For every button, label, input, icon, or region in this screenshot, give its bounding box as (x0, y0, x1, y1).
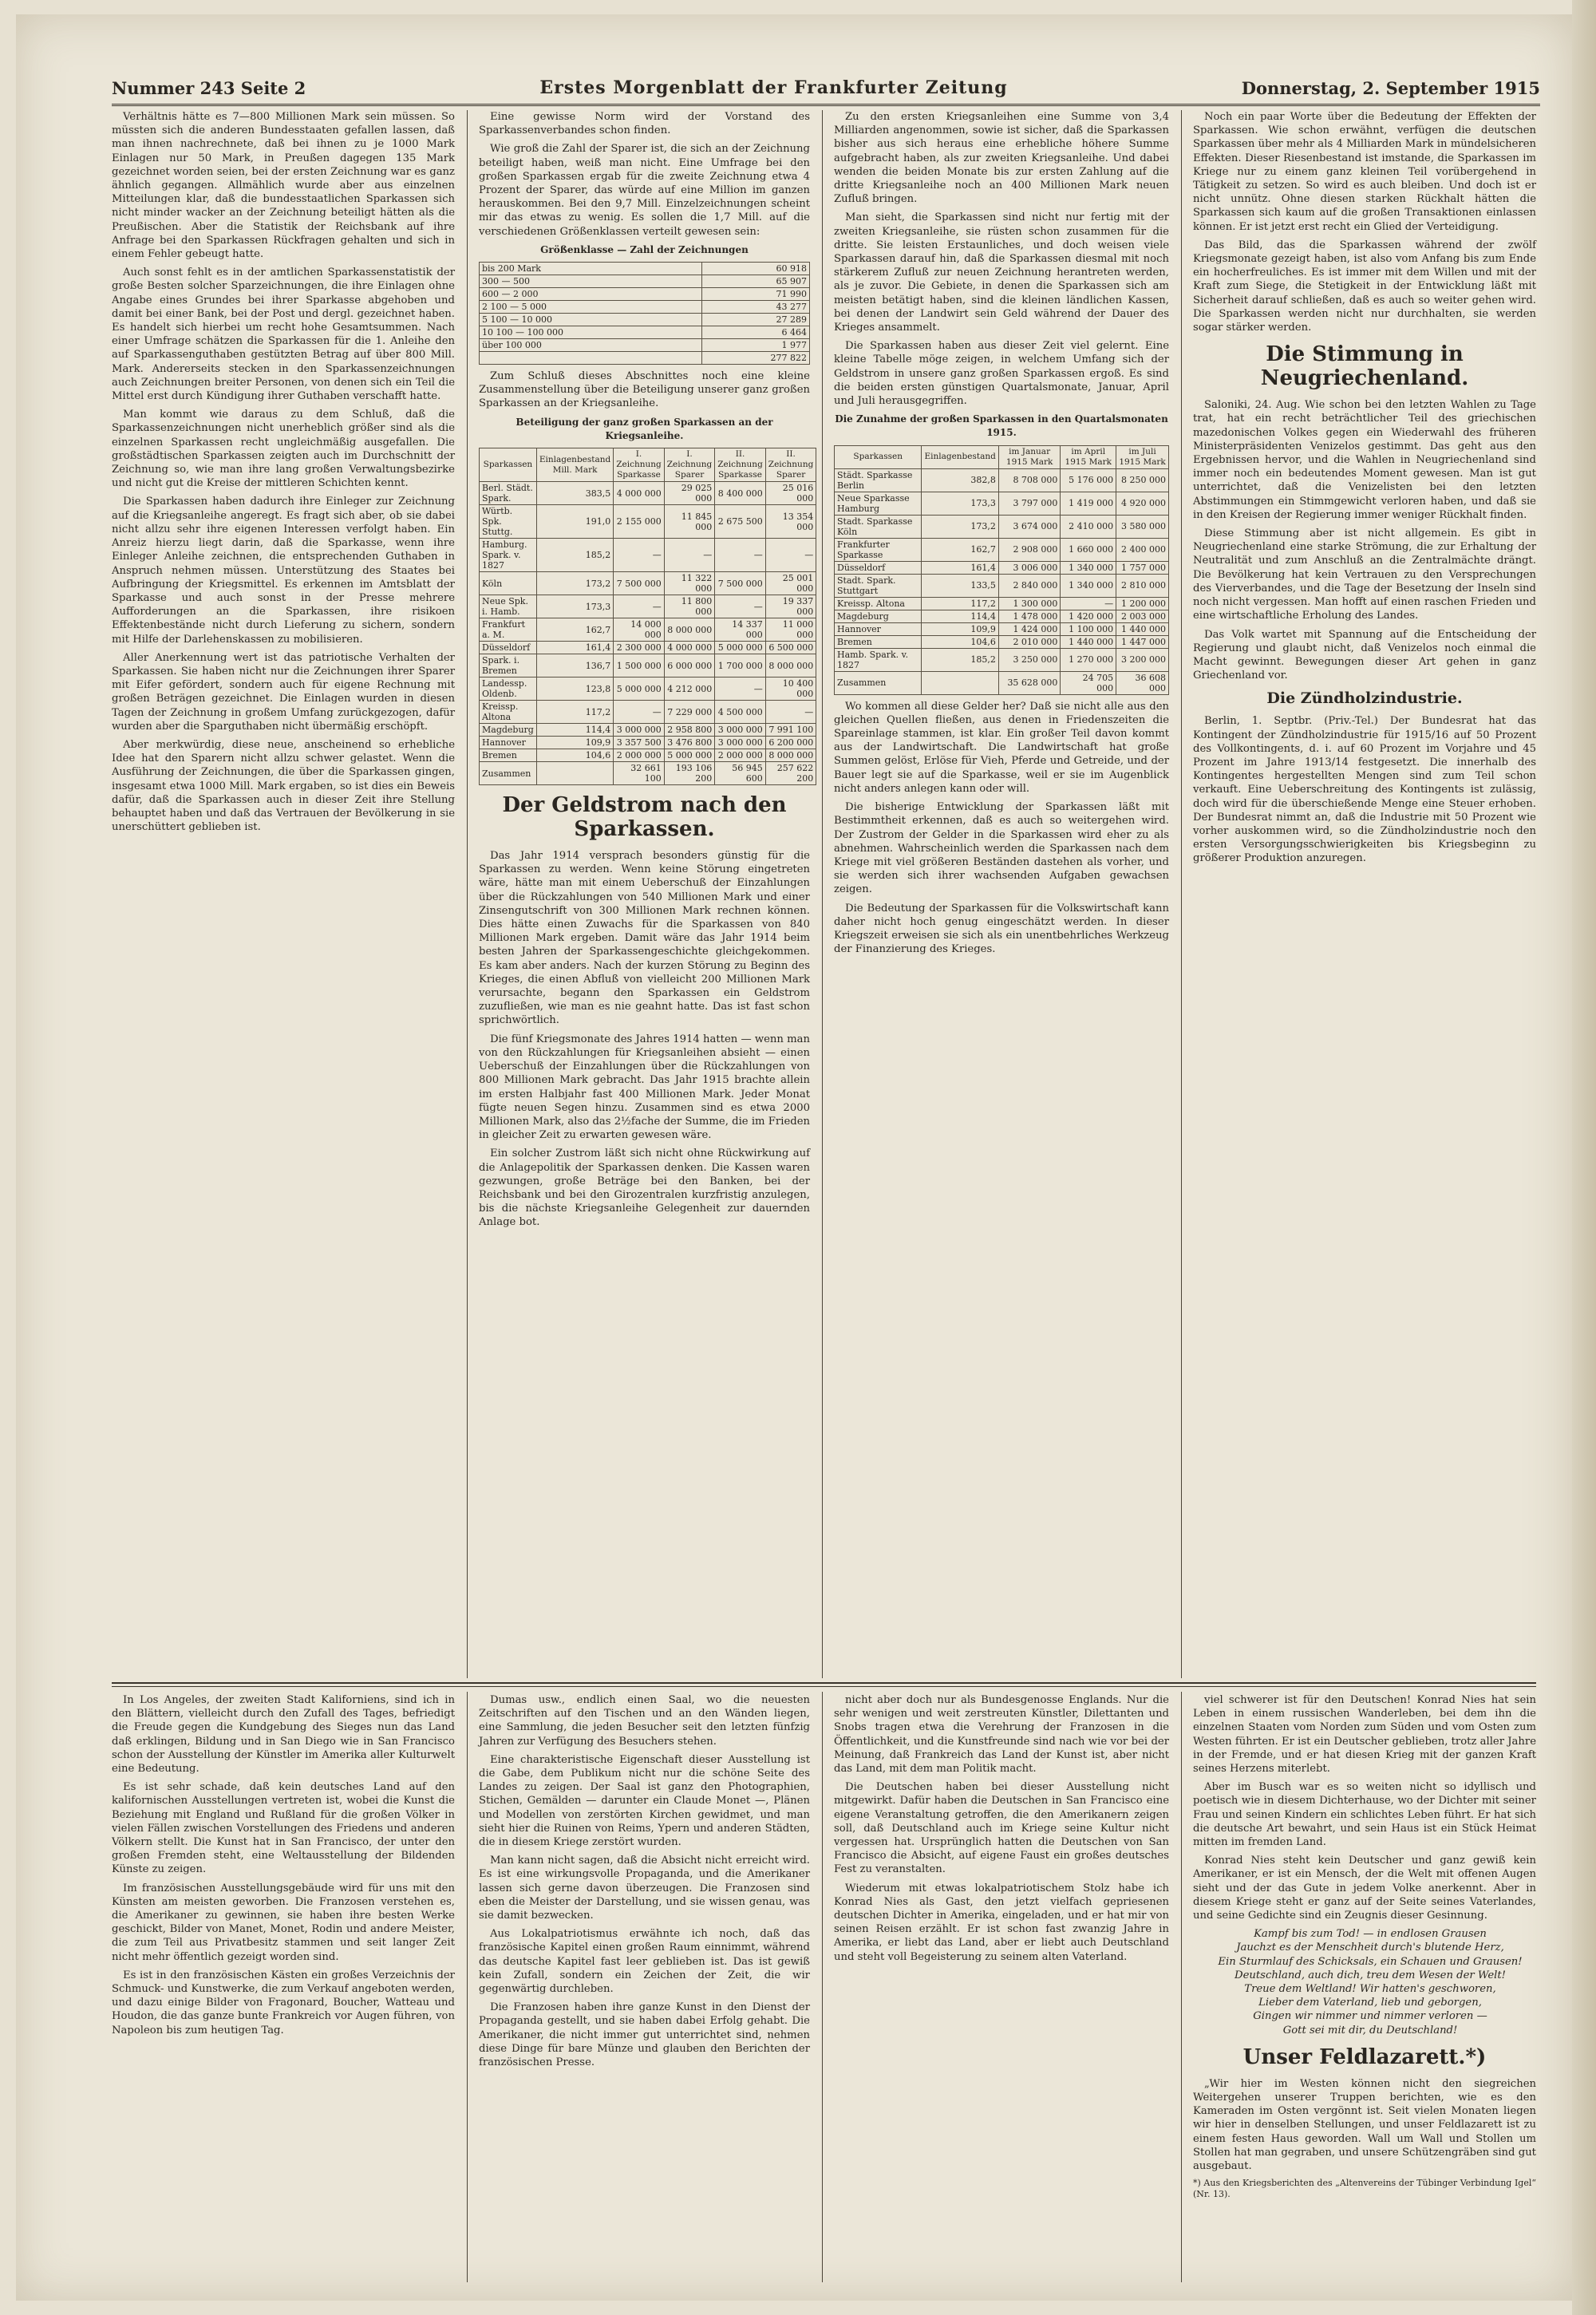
table-cell: 3 000 000 (614, 724, 665, 737)
table-row (835, 515, 1169, 538)
table-cell: 104,6 (922, 635, 998, 648)
poem-line: Gott sei mit dir, du Deutschland! (1282, 2024, 1458, 2036)
table-header-cell: I. Zeichnung Sparkasse (614, 448, 665, 482)
table-cell: 2 958 800 (664, 724, 715, 737)
table-cell: 117,2 (536, 701, 613, 724)
paragraph: Die fünf Kriegsmonate des Jahres 1914 hatten — wenn man von den Rückzahlungen für Kriegsanleihen absieht — einen Ueberschuß der Einzahlungen über die Rückzahlungen von 800 Millionen Mark gebracht. Das Jahr 1915 brachte allein im ersten Halbjahr fast 400 Millionen Mark. Jeder Monat fügte neuen Segen hinzu. Zusammen sind es etwa 2000 Millionen Mark, also das 2½fache der Summe, die im Frieden in gleicher Zeit zu erwarten gewesen wäre. (479, 1033, 810, 1142)
paragraph: Berlin, 1. Septbr. (Priv.-Tel.) Der Bundesrat hat das Kontingent der Zündholzindustrie für 1915/16 auf 50 Prozent des Vollkontingents, d. i. auf 60 Prozent im Vorjahre und 45 Prozent im Jahre 1913/14 festgesetzt. Die innerhalb des Kontingentes hergestellten Mengen sind zum Teil schon verkauft. Eine Ueberschreitung des Kontingents ist zulässig, doch wird für die überschießende Menge eine Steuer erhoben. Der Bundesrat nimmt an, daß die Industrie mit 50 Prozent wie vorher auskommen wird, so die Zündholzindustrie noch den ersten Versorgungsschwierigkeiten bis Kriegsbeginn zu größerer Produktion anzuregen. (1193, 715, 1536, 865)
paragraph: Verhältnis hätte es 7—800 Millionen Mark sein müssen. So müssten sich die anderen Bundesstaaten gefallen lassen, daß man ihnen nachrechnete, daß bei ihnen zu je 1000 Mark Einlagen nur 50 Mark, in Preußen dagegen 135 Mark gezeichnet worden seien, bei der ersten Zeichnung war es ganz ähnlich gegangen. Allmählich wurde aber aus einzelnen Mitteilungen klar, daß die bundesstaatlichen Sparkassen sich nicht minder wacker an der Zeichnung beteiligt hätten als die Preußischen. Aber die Statistik der Reichsbank auf ihre Anfrage bei den Sparkassen Rückfragen gehalten und sich in einem Fehler gebeugt hatte. (112, 111, 455, 261)
table-cell: 6 000 000 (664, 654, 715, 678)
table-row (480, 595, 816, 618)
table-cell: 4 500 000 (715, 701, 766, 724)
table-header-cell: II. Zeichnung Sparkasse (715, 448, 766, 482)
table-cell: 7 500 000 (614, 572, 665, 595)
quarterly-growth-table (834, 445, 1169, 695)
paragraph: Eine charakteristische Eigenschaft dieser Ausstellung ist die Gabe, dem Publikum nicht nur die schöne Seite des Landes zu zeigen. Der Saal ist ganz den Photographien, Stichen, Gemälden — darunter ein Claude Monet —, Plänen und Modellen von zerstörten Kirchen gewidmet, und man sieht hier die Ruinen von Reims, Ypern und anderen Städten, die in diesem Kriege zerstört wurden. (479, 1753, 810, 1849)
footnote: *) Aus den Kriegsberichten des „Altenvereins der Tübinger Verbindung Igel“ (Nr. 13). (1193, 2178, 1536, 2200)
table-cell: 11 800 000 (664, 595, 715, 618)
table-cell: Spark. i. Bremen (480, 654, 537, 678)
feuilleton-column-4 (1193, 1693, 1536, 2284)
table-row (835, 538, 1169, 561)
table-cell: 1 270 000 (1061, 648, 1116, 671)
paragraph: Wie groß die Zahl der Sparer ist, die sich an der Zeichnung beteiligt haben, weiß man nicht. Eine Umfrage bei den großen Sparkassen ergab für die zweite Zeichnung etwa 4 Prozent der Sparer, das würde auf eine Million im ganzen herauskommen. Bei den 9,7 Mill. Einzelzeichnungen scheint mir das etwas zu wenig. Es sollen die 1,7 Mill. auf die verschiedenen Größenklassen verteilt gewesen sein: (479, 143, 810, 238)
table-cell: 60 918 (702, 263, 810, 275)
column-rule (822, 1692, 823, 2282)
table-cell: 6 200 000 (765, 737, 816, 749)
paragraph: Konrad Nies steht kein Deutscher und ganz gewiß kein Amerikaner, er ist ein Mensch, der die Welt mit offenen Augen sieht und der das Gute in jedem Volke anerkennt. Aber in diesem Kriege steht er ganz auf der Seite seines Vaterlandes, und seine Gedichte sind ein Zeugnis dieser Gesinnung. (1193, 1855, 1536, 1922)
savings-banks-table (479, 448, 816, 785)
table-cell: 8 000 000 (765, 749, 816, 762)
table-row (835, 561, 1169, 574)
table-cell: 123,8 (536, 678, 613, 701)
feuilleton-column-1 (112, 1693, 455, 2284)
table-cell: 2 300 000 (614, 642, 665, 654)
table-cell: 7 229 000 (664, 701, 715, 724)
table-cell: 1 424 000 (998, 622, 1061, 635)
table-cell: 1 700 000 (715, 654, 766, 678)
table-cell: 32 661 100 (614, 762, 665, 785)
table-cell: 7 991 100 (765, 724, 816, 737)
table-cell: 8 000 000 (664, 618, 715, 642)
table-cell: 382,8 (922, 468, 998, 492)
table-cell: — (614, 539, 665, 572)
table-cell: Berl. Städt. Spark. (480, 482, 537, 505)
table-cell: 173,3 (922, 492, 998, 515)
table-cell: Kreissp. Altona (835, 597, 922, 610)
table-row (835, 468, 1169, 492)
table-header-cell: Sparkassen (835, 445, 922, 468)
paragraph: In Los Angeles, der zweiten Stadt Kaliforniens, sind ich in den Blättern, vielleicht durch den Zufall des Tages, befriedigt die Freude gegen die Kundgebung des Sieges nun das Land daß erklingen, Bildung und in San Diego wie in San Francisco schon der Ausstellung der Künstler im Amerika aller Kulturwelt eine Bedeutung. (112, 1694, 455, 1776)
paragraph: viel schwerer ist für den Deutschen! Konrad Nies hat sein Leben in einem russischen Wanderleben, bei dem ihn die einzelnen Staaten vom Norden zum Süden und vom Osten zum Westen führten. Er ist ein Deutscher geblieben, trotz aller Jahre in der Fremde, und er hat diesen Krieg mit der ganzen Kraft seines Herzens miterlebt. (1193, 1694, 1536, 1776)
table-cell: 161,4 (922, 561, 998, 574)
table-cell: 4 000 000 (664, 642, 715, 654)
table-cell: Hamburg. Spark. v. 1827 (480, 539, 537, 572)
feuilleton-column-3 (834, 1693, 1169, 2284)
poem-line: Gingen wir nimmer und nimmer verloren — (1253, 2010, 1487, 2023)
table-cell: 185,2 (536, 539, 613, 572)
table-cell: — (765, 701, 816, 724)
paragraph: Wo kommen all diese Gelder her? Daß sie nicht alle aus den gleichen Quellen fließen, aus denen in Friedenszeiten die Spareinlage stammen, ist klar. Ein großer Teil davon kommt aus der Landwirtschaft. Die Landwirtschaft hat große Summen gelöst, Erlöse für Vieh, Pferde und Getreide, und der Bauer legt sie auf die Sparkasse, weil er sie im Augenblick nicht anders anlegen kann oder will. (834, 700, 1169, 795)
table-cell: 191,0 (536, 505, 613, 539)
table-cell: — (614, 595, 665, 618)
table-cell: 35 628 000 (998, 671, 1061, 694)
column-rule (467, 110, 468, 1678)
table-cell: Düsseldorf (480, 642, 537, 654)
paragraph: Es ist sehr schade, daß kein deutsches Land auf den kalifornischen Ausstellungen vertreten ist, wobei die Kunst die Beziehung mit England und Rußland für die großen Völker in vielen Fällen zwischen Vorstellungen des Friedens und anderen Völkern stellt. Die Kunst hat in San Francisco, der unter den großen Fremden steht, eine Weltausstellung der Bildenden Künste zu zeigen. (112, 1781, 455, 1876)
table-row (480, 301, 810, 314)
table-cell: 1 440 000 (1116, 622, 1169, 635)
feuilleton-column-2 (479, 1693, 810, 2284)
table-cell: 29 025 000 (664, 482, 715, 505)
table-row (835, 648, 1169, 671)
table-cell (480, 352, 702, 365)
table-row (480, 618, 816, 642)
table-cell: 2 000 000 (614, 749, 665, 762)
table-cell: Frankfurt a. M. (480, 618, 537, 642)
table-cell (536, 762, 613, 785)
paragraph: Zum Schluß dieses Abschnittes noch eine kleine Zusammenstellung über die Beteiligung unserer ganz großen Sparkassen an der Kriegsanleihe. (479, 370, 810, 410)
poem-line: Kampf bis zum Tod! — in endlosen Grausen (1254, 1928, 1487, 1941)
table-cell: Hamb. Spark. v. 1827 (835, 648, 922, 671)
table-cell: 10 400 000 (765, 678, 816, 701)
paragraph: Dumas usw., endlich einen Saal, wo die neuesten Zeitschriften auf den Tischen und an den Wänden liegen, eine Sammlung, die jeden Besucher seit den letzten fünfzig Jahren zur Verfügung des Besuchers stehen. (479, 1694, 810, 1748)
table-row (480, 326, 810, 339)
feuilleton-rule (112, 1682, 1536, 1684)
table-cell: 1 500 000 (614, 654, 665, 678)
table-cell: 2 000 000 (715, 749, 766, 762)
table-cell: 114,4 (536, 724, 613, 737)
table-cell: 1 420 000 (1061, 610, 1116, 622)
table-cell: Bremen (835, 635, 922, 648)
table-row (480, 314, 810, 326)
article-column-3 (834, 110, 1169, 1674)
table-cell: — (1061, 597, 1116, 610)
table-cell: 2 908 000 (998, 538, 1061, 561)
table-cell: 2 810 000 (1116, 574, 1169, 597)
table-header-cell: im Januar 1915 Mark (998, 445, 1061, 468)
table-row (480, 505, 816, 539)
table-row (480, 642, 816, 654)
table-row (480, 339, 810, 352)
table-cell: 4 920 000 (1116, 492, 1169, 515)
paragraph: Die Deutschen haben bei dieser Ausstellung nicht mitgewirkt. Dafür haben die Deutschen in San Francisco eine eigene Veranstaltung getroffen, die den Amerikanern zeigen soll, daß Deutschland auch im Kriege seine Kultur nicht vergessen hat. Ursprünglich hatten die Deutschen von San Francisco die Absicht, auf eigene Faust ein großes deutsches Fest zu veranstalten. (834, 1781, 1169, 1876)
table-cell: 185,2 (922, 648, 998, 671)
table-cell: 3 250 000 (998, 648, 1061, 671)
column-rule (822, 110, 823, 1678)
section-headline: Die Zündholzindustrie. (1266, 689, 1463, 708)
table-cell: 19 337 000 (765, 595, 816, 618)
table-cell: 3 200 000 (1116, 648, 1169, 671)
table-cell: Städt. Sparkasse Berlin (835, 468, 922, 492)
paragraph: Eine gewisse Norm wird der Vorstand des Sparkassenverbandes schon finden. (479, 111, 810, 137)
section-headline: Der Geldstrom nach den Sparkassen. (502, 793, 787, 842)
paragraph: Das Bild, das die Sparkassen während der zwölf Kriegsmonate gezeigt haben, ist also vom Anfang bis zum Ende ein hocherfreuliches. Es ist immer mit dem Willen und mit der Kraft zum Siege, die Stetigkeit in der Entwicklung läßt mit Sicherheit darauf schließen, daß es auch so weiter gehen wird. Die Sparkassen werden nicht nur durchhalten, sie werden sogar stärker werden. (1193, 239, 1536, 334)
paragraph: Diese Stimmung aber ist nicht allgemein. Es gibt in Neugriechenland eine starke Strömung, die zur Erhaltung der Neutralität und zum Anschluß an die Zentralmächte drängt. Die Bevölkerung hat kein Vertrauen zu den Versprechungen des Vierverbandes, und die Tage der Besetzung der Inseln sind noch nicht vergessen. Man hofft auf einen raschen Frieden und eine wirtschaftliche Erholung des Landes. (1193, 527, 1536, 622)
table-title: Größenklasse — Zahl der Zeichnungen (540, 243, 749, 255)
table-cell: 5 000 000 (715, 642, 766, 654)
table-row (480, 749, 816, 762)
table-cell: 3 000 000 (715, 737, 766, 749)
paragraph: Die Franzosen haben ihre ganze Kunst in den Dienst der Propaganda gestellt, und sie haben dabei Erfolg gehabt. Die Amerikaner, die nicht immer gut unterrichtet sind, nehmen diese Dinge für bare Münze und glauben den Berichten der französischen Presse. (479, 2001, 810, 2069)
article-column-2 (479, 110, 814, 1674)
table-cell: 1 757 000 (1116, 561, 1169, 574)
table-header-cell: Einlagenbestand Mill. Mark (536, 448, 613, 482)
table-cell: Magdeburg (480, 724, 537, 737)
paragraph: Im französischen Ausstellungsgebäude wird für uns mit den Künsten am meisten geworben. Die Franzosen verstehen es, die Amerikaner zu gewinnen, sie haben ihre besten Werke geschickt, Bilder von Manet, Monet, Rodin und andere Meister, die zum Teil aus Privatbesitz stammen und seit langer Zeit nicht mehr öffentlich gezeigt worden sind. (112, 1882, 455, 1963)
table-title: Die Zunahme der großen Sparkassen in den Quartalsmonaten 1915. (835, 413, 1168, 439)
table-cell: Stadt. Spark. Stuttgart (835, 574, 922, 597)
table-cell: 104,6 (536, 749, 613, 762)
poem-line: Jauchzt es der Menschheit durch's blutende Herz, (1236, 1942, 1504, 1954)
table-cell: 14 337 000 (715, 618, 766, 642)
table-row (480, 288, 810, 301)
feuilleton-rule (112, 1686, 1536, 1687)
table-cell: 162,7 (536, 618, 613, 642)
table-cell: 5 176 000 (1061, 468, 1116, 492)
table-cell: 2 155 000 (614, 505, 665, 539)
table-cell: — (765, 539, 816, 572)
paragraph: Man kommt wie daraus zu dem Schluß, daß die Sparkassenzeichnungen nicht unerheblich größer sind als die einzelnen Sparkassen recht ungleichmäßig ausgefallen. Die großstädtischen Sparkassen zeigten auch im Durchschnitt der Zeichnung so, wie man ihre lang großen Verwaltungsbezirke und nicht gut die Kreise der mittleren Schichten kennt. (112, 409, 455, 490)
table-cell: 300 — 500 (480, 275, 702, 288)
table-cell: 114,4 (922, 610, 998, 622)
table-cell: 3 797 000 (998, 492, 1061, 515)
table-cell: Frankfurter Sparkasse (835, 538, 922, 561)
table-header-cell: Einlagenbestand (922, 445, 998, 468)
table-row (480, 678, 816, 701)
table-cell: 173,3 (536, 595, 613, 618)
paragraph: „Wir hier im Westen können nicht den siegreichen Weitergehen unserer Truppen berichten, wie es den Kameraden im Osten vergönnt ist. Seit vielen Monaten liegen wir hier in denselben Stellungen, und unser Feldlazarett ist zu einem festen Haus geworden. Wall um Wall und Stollen um Stollen hat man gegraben, und unsere Schützengräben sind gut ausgebaut. (1193, 2077, 1536, 2173)
table-cell: 25 001 000 (765, 572, 816, 595)
table-header-cell: im April 1915 Mark (1061, 445, 1116, 468)
table-cell: Würtb. Spk. Stuttg. (480, 505, 537, 539)
paragraph: Die bisherige Entwicklung der Sparkassen läßt mit Bestimmtheit erkennen, daß es auch so weitergehen wird. Der Zustrom der Gelder in die Sparkassen wird eher zu als abnehmen. Wahrscheinlich werden die Sparkassen nach dem Kriege mit viel größeren Beständen dastehen als vorher, und sie werden sich ihrer wachsenden Aufgaben gewachsen zeigen. (834, 801, 1169, 896)
table-cell: 2 010 000 (998, 635, 1061, 648)
table-cell: — (614, 701, 665, 724)
paragraph: Die Sparkassen haben aus dieser Zeit viel gelernt. Eine kleine Tabelle möge zeigen, in welchem Umfang sich der Geldstrom in unsere ganz großen Sparkassen ergoß. Es sind die beiden ersten günstigen Quartalsmonate, Januar, April und Juli herausgegriffen. (834, 340, 1169, 408)
table-row (835, 622, 1169, 635)
table-cell (922, 671, 998, 694)
table-cell: 7 500 000 (715, 572, 766, 595)
paragraph: Aller Anerkennung wert ist das patriotische Verhalten der Sparkassen. Sie haben nicht nur die Zeichnungen ihrer Sparer mit Eifer gefördert, sondern auch für eigene Rechnung mit großen Beträgen gezeichnet. Die Einlagen wurden in diesen Tagen der Zeichnung in großem Umfang zurückgezogen, dafür wurden aber die Sparguthaben nicht übermäßig erschöpft. (112, 651, 455, 733)
paragraph: Die Sparkassen haben dadurch ihre Einleger zur Zeichnung auf die Kriegsanleihe angeregt. Es fragt sich aber, ob sie dabei nicht allzu sehr ihre eigenen Interessen verfolgt haben. Ein Anreiz hierzu liegt darin, daß die Sparkasse, wenn ihre Einleger Anleihe zeichnen, die entsprechenden Guthaben in Anspruch nehmen müssen. Unterstützung des Staates bei Aufbringung der Kriegsmittel. Es erkennen im Amtsblatt der Sparkasse und auch sonst in der Presse mehrere Aufforderungen an die Sparkassen, ihre risikoen Effektenbestände nicht durch Lieferung zu sichern, sondern mit Hilfe der Darlehenskassen zu mobilisieren. (112, 496, 455, 646)
column-rule (467, 1692, 468, 2282)
table-cell: 161,4 (536, 642, 613, 654)
table-cell: 5 000 000 (664, 749, 715, 762)
paragraph: Saloniki, 24. Aug. Wie schon bei den letzten Wahlen zu Tage trat, hat ein recht beträchtlicher Teil des griechischen mazedonischen Volkes gegen ein Wiederwahl des früheren Ministerpräsidenten Venizelos gestimmt. Das geht aus den Ergebnissen hervor, und die Wahlen in Neugriechenland sind immer noch ein bedeutendes Moment gewesen. Man ist gut unterrichtet, daß die Venizelisten bei den letzten Abstimmungen ein Stimmgewicht verloren haben, und daß sie in den Kreisen der Regierung immer weniger Rückhalt finden. (1193, 399, 1536, 521)
table-row (480, 482, 816, 505)
paragraph: Zu den ersten Kriegsanleihen eine Summe von 3,4 Milliarden angenommen, sowie ist sicher, daß die Sparkassen bisher aus sich heraus eine erhebliche höhere Summe aufgebracht haben, als zur zweiten Kriegsanleihe. Und dabei wenden die beiden Monate bis zur ersten Zahlung auf die dritte Kriegsanleihe noch an 400 Millionen Mark neuen Zufluß bringen. (834, 111, 1169, 206)
table-row (835, 635, 1169, 648)
table-cell: 11 322 000 (664, 572, 715, 595)
table-cell: 2 410 000 (1061, 515, 1116, 538)
table-cell: 1 419 000 (1061, 492, 1116, 515)
table-cell: 8 250 000 (1116, 468, 1169, 492)
table-cell: 1 440 000 (1061, 635, 1116, 648)
table-cell: 1 300 000 (998, 597, 1061, 610)
table-cell: 133,5 (922, 574, 998, 597)
paragraph: Wiederum mit etwas lokalpatriotischem Stolz habe ich Konrad Nies als Gast, den jetzt vielfach gepriesenen deutschen Dichter in Amerika, eingeladen, und er hat mir von seinen Reisen erzählt. Er ist schon fast zwanzig Jahre in Amerika, er liebt das Land, aber er liebt auch Deutschland und steht voll Begeisterung zu seinem alten Vaterland. (834, 1882, 1169, 1963)
table-cell: 600 — 2 000 (480, 288, 702, 301)
table-header-cell: im Juli 1915 Mark (1116, 445, 1169, 468)
table-cell: 1 340 000 (1061, 574, 1116, 597)
table-total-row (480, 352, 810, 365)
table-cell: bis 200 Mark (480, 263, 702, 275)
table-row (480, 263, 810, 275)
table-cell: 193 106 200 (664, 762, 715, 785)
table-row (480, 701, 816, 724)
table-cell: 1 660 000 (1061, 538, 1116, 561)
table-title: Beteiligung der ganz großen Sparkassen an der Kriegsanleihe. (516, 416, 773, 441)
table-cell: Stadt. Sparkasse Köln (835, 515, 922, 538)
table-row (480, 724, 816, 737)
table-cell: 2 100 — 5 000 (480, 301, 702, 314)
table-cell: 5 000 000 (614, 678, 665, 701)
table-cell: 10 100 — 100 000 (480, 326, 702, 339)
poem (1193, 1927, 1536, 2037)
table-row (480, 275, 810, 288)
table-cell: 6 500 000 (765, 642, 816, 654)
article-column-1 (112, 110, 455, 1674)
poem-line: Ein Sturmlauf des Schicksals, ein Schauen und Grausen! (1218, 1955, 1523, 1968)
masthead: Erstes Morgenblatt der Frankfurter Zeitung (539, 77, 1008, 98)
table-cell: 277 822 (702, 352, 810, 365)
paragraph: nicht aber doch nur als Bundesgenosse Englands. Nur die sehr wenigen und weit zerstreuten Künstler, Dilettanten und Snobs tragen etwa die Verehrung der Franzosen in die Öffentlichkeit, und die Kunstfreunde sind nach wie vor bei der Meinung, daß Frankreich das Land der Kunst ist, aber nicht das Land, mit dem man Politik macht. (834, 1694, 1169, 1776)
table-row (835, 610, 1169, 622)
table-cell: 2 003 000 (1116, 610, 1169, 622)
table-cell: 162,7 (922, 538, 998, 561)
table-cell: 117,2 (922, 597, 998, 610)
poem-line: Lieber dem Vaterland, lieb und geborgen, (1258, 1997, 1482, 2009)
table-total-row (835, 671, 1169, 694)
table-cell: 2 840 000 (998, 574, 1061, 597)
table-cell: — (715, 595, 766, 618)
table-cell: 1 447 000 (1116, 635, 1169, 648)
table-cell: 11 000 000 (765, 618, 816, 642)
table-cell: 1 340 000 (1061, 561, 1116, 574)
table-cell: 8 708 000 (998, 468, 1061, 492)
table-cell: 5 100 — 10 000 (480, 314, 702, 326)
table-cell: über 100 000 (480, 339, 702, 352)
table-header-cell: Sparkassen (480, 448, 537, 482)
paragraph: Das Jahr 1914 versprach besonders günstig für die Sparkassen zu werden. Wenn keine Störung eingetreten wäre, hätte man mit einem Ueberschuß der Einzahlungen über die Rückzahlungen von 540 Millionen Mark und einer Zinsengutschrift von 300 Millionen Mark rechnen können. Dies hätte einen Zuwachs für die Sparkassen von 840 Millionen Mark ergeben. Damit wäre das Jahr 1914 beim besten Jahren der Sparkassengeschichte gleichgekommen. Es kam aber anders. Nach der kurzen Störung zu Beginn des Krieges, die einen Abfluß von vielleicht 200 Millionen Mark verursachte, begann den Sparkassen ein Geldstrom zuzufließen, wie man es nie geahnt hatte. Das ist fast schon sprichwörtlich. (479, 850, 810, 1027)
article-column-4 (1193, 110, 1536, 1674)
paragraph: Aber im Busch war es so weiten nicht so idyllisch und poetisch wie in diesem Dichterhause, wo der Dichter mit seiner Frau und seinen Kindern ein schlichtes Leben führt. Er hat sich die deutsche Art bewahrt, und sein Haus ist ein Stück Heimat mitten im fremden Land. (1193, 1781, 1536, 1849)
table-cell: Magdeburg (835, 610, 922, 622)
table-cell: Landessp. Oldenb. (480, 678, 537, 701)
table-cell: 3 580 000 (1116, 515, 1169, 538)
page-margin-strip (1572, 0, 1596, 2315)
table-cell: 25 016 000 (765, 482, 816, 505)
table-cell: 27 289 (702, 314, 810, 326)
table-header-row (835, 445, 1169, 468)
table-cell: Hannover (835, 622, 922, 635)
size-class-table (479, 262, 810, 365)
table-cell: 65 907 (702, 275, 810, 288)
table-cell: 1 478 000 (998, 610, 1061, 622)
column-rule (1181, 110, 1182, 1678)
table-cell: 257 622 200 (765, 762, 816, 785)
table-cell: Zusammen (480, 762, 537, 785)
table-row (480, 654, 816, 678)
poem-line: Deutschland, auch dich, treu dem Wesen der Welt! (1235, 1969, 1506, 1981)
table-cell: 2 675 500 (715, 505, 766, 539)
table-cell: 1 977 (702, 339, 810, 352)
table-cell: Düsseldorf (835, 561, 922, 574)
table-cell: 1 200 000 (1116, 597, 1169, 610)
section-headline: Die Stimmung in Neugriechenland. (1260, 342, 1469, 391)
paragraph: Das Volk wartet mit Spannung auf die Entscheidung der Regierung und glaubt nicht, daß Venizelos noch einmal die Macht gewinnt. Bewegungen dieser Art gehen in ganz Griechenland vor. (1193, 628, 1536, 682)
table-row (835, 492, 1169, 515)
paragraph: Man kann nicht sagen, daß die Absicht nicht erreicht wird. Es ist eine wirkungsvolle Propaganda, und die Amerikaner lassen sich gerne davon überzeugen. Die Franzosen sind eben die Meister der Darstellung, und sie wissen genau, was sie damit bezwecken. (479, 1855, 810, 1922)
table-cell: 3 000 000 (715, 724, 766, 737)
table-cell: 2 400 000 (1116, 538, 1169, 561)
table-cell: Neue Spk. i. Hamb. (480, 595, 537, 618)
table-cell: 6 464 (702, 326, 810, 339)
table-row (480, 737, 816, 749)
paragraph: Auch sonst fehlt es in der amtlichen Sparkassenstatistik der große Besten solcher Sparzeichnungen, die ihre Einlagen ohne Angabe eines Grundes bei ihrer Sparkasse abgehoben und damit bei einer Bank, bei der Post und dergl. gezeichnet haben. Es handelt sich hierbei um recht hohe Gesamtsummen. Nach einer Umfrage schätzen die Sparkassen für die 1. Anleihe den auf Sparkassenguthaben gestützten Betrag auf über 800 Mill. Mark. Andererseits stecken in den Sparkassenzeichnungen auch Zeichnungen breiter Personen, von denen sich ein Teil die Mittel erst durch Kündigung ihrer Guthaben verschafft hatte. (112, 267, 455, 403)
table-cell: 136,7 (536, 654, 613, 678)
issue-date: Donnerstag, 2. September 1915 (1241, 77, 1540, 98)
table-total-row (480, 762, 816, 785)
poem-line: Treue dem Weltland! Wir hatten's geschworen, (1244, 1983, 1496, 1996)
table-cell: 36 608 000 (1116, 671, 1169, 694)
table-header-cell: I. Zeichnung Sparer (664, 448, 715, 482)
table-cell: Hannover (480, 737, 537, 749)
table-cell: 109,9 (536, 737, 613, 749)
table-cell: 4 000 000 (614, 482, 665, 505)
column-rule (1181, 1692, 1182, 2282)
table-cell: 4 212 000 (664, 678, 715, 701)
table-cell: 1 100 000 (1061, 622, 1116, 635)
table-row (480, 572, 816, 595)
section-headline: Unser Feldlazarett.*) (1242, 2044, 1487, 2069)
table-cell: 3 476 800 (664, 737, 715, 749)
table-row (835, 574, 1169, 597)
table-cell: 14 000 000 (614, 618, 665, 642)
table-cell: Neue Sparkasse Hamburg (835, 492, 922, 515)
table-row (480, 539, 816, 572)
paragraph: Ein solcher Zustrom läßt sich nicht ohne Rückwirkung auf die Anlagepolitik der Sparkassen denken. Die Kassen waren gezwungen, große Beträge bei den Banken, bei der Reichsbank und bei den Girozentralen kurzfristig anzulegen, bis die nächste Kriegsanleihe Gelegenheit zur dauernden Anlage bot. (479, 1148, 810, 1229)
table-cell: 3 006 000 (998, 561, 1061, 574)
table-cell: Köln (480, 572, 537, 595)
table-cell: Kreissp. Altona (480, 701, 537, 724)
table-cell: 3 674 000 (998, 515, 1061, 538)
table-cell: 173,2 (922, 515, 998, 538)
table-cell: 109,9 (922, 622, 998, 635)
page-header (112, 72, 1540, 106)
table-cell: 71 990 (702, 288, 810, 301)
table-cell: — (715, 539, 766, 572)
table-cell: 43 277 (702, 301, 810, 314)
table-cell: 8 400 000 (715, 482, 766, 505)
paragraph: Es ist in den französischen Kästen ein großes Verzeichnis der Schmuck- und Kunstwerke, die zum Verkauf angeboten werden, und dazu einige Bilder von Fragonard, Boucher, Watteau und Houdon, die das ganze bunte Frankreich vor Augen führen, von Napoleon bis zum heutigen Tag. (112, 1969, 455, 2036)
table-cell: 24 705 000 (1061, 671, 1116, 694)
paragraph: Aber merkwürdig, diese neue, anscheinend so erhebliche Idee hat den Sparern nicht allzu schwer gelastet. Wenn die Ausführung der Zeichnungen, die über die Sparkassen gingen, insgesamt etwa 1000 Mill. Mark ergaben, so ist dies ein Beweis dafür, daß die Sparkassen auch in dieser Zeit ihre Stellung behauptet haben und daß das Vertrauen der Bevölkerung in sie unerschüttert geblieben ist. (112, 738, 455, 834)
table-header-row (480, 448, 816, 482)
table-row (835, 597, 1169, 610)
table-cell: — (664, 539, 715, 572)
table-cell: 8 000 000 (765, 654, 816, 678)
table-header-cell: II. Zeichnung Sparer (765, 448, 816, 482)
table-cell: Zusammen (835, 671, 922, 694)
table-cell: 173,2 (536, 572, 613, 595)
paragraph: Aus Lokalpatriotismus erwähnte ich noch, daß das französische Kapitel einen großen Raum einnimmt, während das deutsche Kapitel fast leer geblieben ist. Das ist gewiß kein Zufall, sondern ein Zeichen der Zeit, die wir gegenwärtig durchleben. (479, 1928, 810, 1996)
paragraph: Noch ein paar Worte über die Bedeutung der Effekten der Sparkassen. Wie schon erwähnt, verfügen die deutschen Sparkassen über mehr als 4 Milliarden Mark in mündelsicheren Effekten. Dieser Riesenbestand ist imstande, die Sparkassen im Kriege nur zu einem ganz kleinen Teil vorübergehend in Tätigkeit zu setzen. So wird es auch bleiben. Und doch ist er nicht unnütz. Ohne diesen starken Rückhalt hätten die Sparkassen sich kaum auf die großen Transaktionen einlassen können. Er ist jetzt erst recht ein Glied der Verteidigung. (1193, 111, 1536, 233)
table-cell: 383,5 (536, 482, 613, 505)
table-cell: 56 945 600 (715, 762, 766, 785)
table-cell: — (715, 678, 766, 701)
table-cell: 11 845 000 (664, 505, 715, 539)
issue-number: Nummer 243 Seite 2 (112, 77, 306, 98)
paragraph: Man sieht, die Sparkassen sind nicht nur fertig mit der zweiten Kriegsanleihe, sie rüsten schon zusammen für die dritte. Sie leisten Erstaunliches, und doch weisen viele Sparkassen darauf hin, daß die Sparkassen diesmal mit noch stärkerem Zufluß zur neuen Zeichnung herantreten werden, als je zuvor. Die Gebiete, in denen die Sparkassen sich am meisten betätigt haben, sind die kleinen ländlichen Kassen, bei denen der Landwirt sein Geld während der Dauer des Krieges ansammelt. (834, 211, 1169, 334)
table-cell: Bremen (480, 749, 537, 762)
table-cell: 3 357 500 (614, 737, 665, 749)
paragraph: Die Bedeutung der Sparkassen für die Volkswirtschaft kann daher nicht hoch genug eingeschätzt werden. In dieser Kriegszeit erweisen sie sich als ein unentbehrliches Werkzeug der Finanzierung des Krieges. (834, 902, 1169, 956)
table-cell: 13 354 000 (765, 505, 816, 539)
